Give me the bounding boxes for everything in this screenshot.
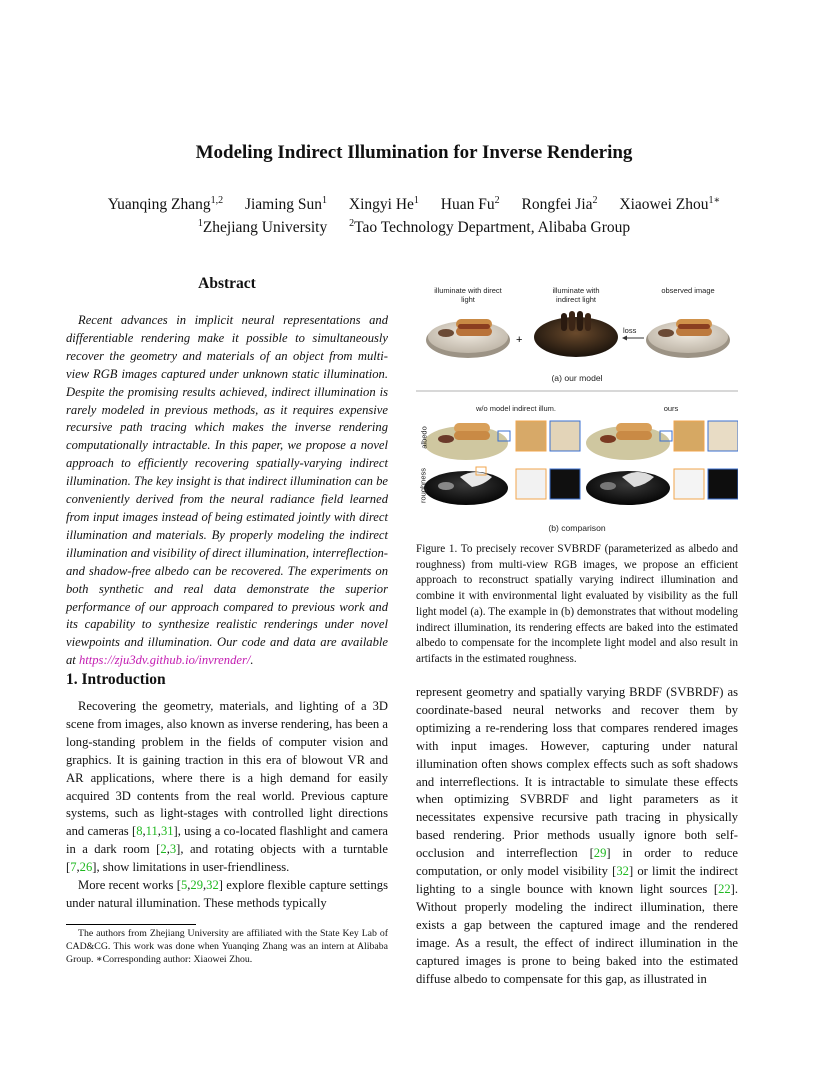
footnote-divider	[66, 924, 196, 925]
citation-link[interactable]: 22	[718, 881, 731, 896]
figure-1	[416, 283, 738, 538]
citation-link[interactable]: 5	[180, 878, 188, 893]
citation-link[interactable]: 2	[160, 842, 167, 857]
affiliation: $^2$Tao Technology Department, Alibaba Group	[349, 218, 631, 236]
label-observed-image: observed image	[661, 286, 715, 295]
label-direct-light: illuminate with direct light	[434, 286, 502, 304]
albedo-row-baseline	[424, 421, 580, 460]
citation-link[interactable]: 11	[145, 824, 158, 839]
loss-arrow	[622, 336, 644, 341]
citation-link[interactable]: 29	[593, 846, 607, 861]
author-list	[0, 196, 828, 214]
subfigure-a-label: (a) our model	[551, 373, 603, 383]
paragraph: represent geometry and spatially varying BRDF (SVBRDF) as coordinate-based neural networks and recover them by optimizing a re-rendering loss that compares rendered images with input images. However, capturing under natural illumination often shows complex effects such as soft shadows and interreflections. It is intractable to simulate these effects when optimizing SVBRDF and light parameters as it necessitates expensive recursive path tracing in physically based rendering. Prior methods usually ignore both self-occlusion and interreflection [29] in order to reduce computation, or only model visibility [32] or limit the indirect lighting to a single bounce with known light sources [22]. Without properly modeling the indirect illumination, there exists a gap between the captured image and the rendered image. As a result, the effect of indirect illumination in the captured images is prone to being baked into the estimated diffuse albedo to compensate for this gap, as illustrated in	[416, 685, 739, 986]
roughness-row-ours	[586, 469, 738, 505]
author: Jiaming Sun$^1$	[244, 195, 328, 213]
label-indirect-light: illuminate with indirect light	[552, 286, 600, 304]
citation-link[interactable]: 31	[160, 824, 174, 839]
albedo-row-ours	[586, 421, 738, 460]
citation-link[interactable]: 8	[136, 824, 143, 839]
author: Yuanqing Zhang$^{1,2}$	[107, 195, 224, 213]
plus-sign: +	[516, 334, 523, 346]
citation-link[interactable]: 7	[70, 860, 77, 875]
author: Xingyi He$^1$	[348, 195, 419, 213]
citation-link[interactable]: 29	[190, 878, 204, 893]
abstract-heading: Abstract	[198, 275, 256, 292]
introduction-text	[66, 698, 388, 913]
paper-title: Modeling Indirect Illumination for Inverse Rendering	[195, 142, 633, 163]
citation-link[interactable]: 32	[616, 864, 629, 879]
citation-link[interactable]: 32	[206, 878, 219, 893]
right-column-text	[416, 684, 738, 988]
indirect-light-render	[534, 311, 618, 357]
author: Xiaowei Zhou$^{1∗}$	[619, 195, 721, 213]
affiliation: $^1$Zhejiang University	[197, 218, 328, 236]
section-heading-introduction: 1. Introduction	[66, 671, 166, 688]
observed-image-render	[646, 319, 730, 358]
subfigure-b-label: (b) comparison	[548, 523, 606, 533]
footnote: The authors from Zhejiang University are affiliated with the State Key Lab of CAD&CG. This work was done when Yuanqing Zhang was an intern at Alibaba Group. ∗Corresponding author: Xiaowei Zhou.	[66, 928, 388, 965]
roughness-row-baseline	[424, 467, 580, 505]
author: Rongfei Jia$^2$	[521, 195, 598, 213]
project-link[interactable]: https://zju3dv.github.io/invrender/	[78, 653, 251, 668]
direct-light-render	[426, 319, 510, 358]
citation-link[interactable]: 3	[169, 842, 177, 857]
loss-label: loss	[623, 326, 637, 335]
label-ours: ours	[663, 404, 679, 413]
citation-link[interactable]: 26	[79, 860, 93, 875]
figure-caption: Figure 1. To precisely recover SVBRDF (parameterized as albedo and roughness) from multi-view RGB images, we propose an efficient approach to reconstruct spatially varying indirect illumination and combine it with environmental light evaluated by visibility as the full light model (a). The example in (b) demonstrates that without modeling indirect illumination, its rendering effects are baked into the estimated albedo to compensate for the incomplete light model and also result in artifacts in the estimated roughness.	[416, 543, 738, 665]
row-label-roughness: roughness	[418, 467, 428, 504]
label-without-indirect: w/o model indirect illum.	[475, 404, 557, 413]
author: Huan Fu$^2$	[440, 195, 500, 213]
affiliation-list	[0, 219, 828, 237]
paragraph: More recent works [5,29,32] explore flexible capture settings under natural illumination. These methods typically	[66, 878, 388, 910]
row-label-albedo: albedo	[419, 426, 429, 449]
abstract-text: Recent advances in implicit neural representations and differentiable rendering make it possible to simultaneously recover the geometry and materials of an object from multi-view RGB images captured under unknown static illumination. Despite the promising results achieved, indirect illumination is rarely modeled in previous methods, as it requires expensive recursive path tracing which makes the inverse rendering computationally intractable. In this paper, we propose a novel approach to efficiently recovering spatially-varying indirect illumination. The key insight is that indirect illumination can be conveniently derived from the neural radiance field learned from input images instead of being estimated jointly with direct illumination and materials. By properly modeling the indirect illumination and visibility of direct illumination, interreflection- and shadow-free albedo can be recovered. The experiments on both synthetic and real data demonstrate the superior performance of our approach compared to previous work and its capability to synthesize realistic renderings under novel viewpoints and illumination. Our code and data are available at https://zju3dv.github.io/invrender/.	[66, 313, 388, 668]
paragraph: Recovering the geometry, materials, and lighting of a 3D scene from images, also known as inverse rendering, has been a long-standing problem in the fields of computer vision and graphics. It is gaining traction in this era of blowout VR and AR applications, where there is a high demand for easily acquired 3D contents from the real world. Previous capture systems, such as light-stages with controlled light directions and cameras [8,11,31], using a co-located flashlight and camera in a dark room [2,3], and rotating objects with a turntable [7,26], show limitations in user-friendliness.	[66, 699, 389, 875]
